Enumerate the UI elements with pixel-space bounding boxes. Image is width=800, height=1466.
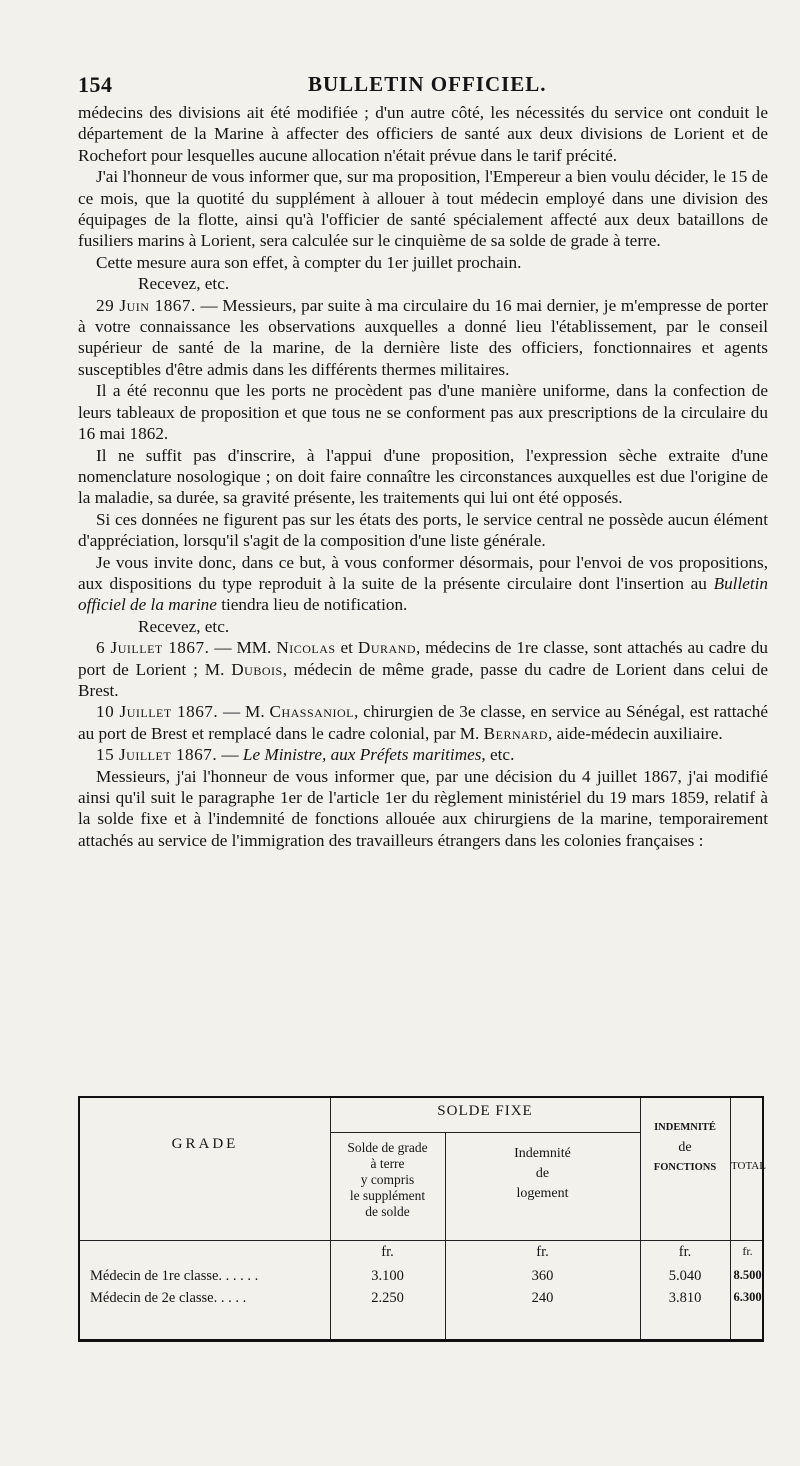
paragraph-text: — MM. (209, 638, 277, 658)
cell-solde: 3.100 (371, 1268, 404, 1284)
column-header-logement (445, 1144, 640, 1204)
paragraph-text: , aide-médecin auxiliaire. (547, 723, 723, 743)
paragraph (78, 380, 768, 444)
cell-fonctions: 5.040 (668, 1268, 702, 1284)
salutation-text: Recevez, etc. (138, 274, 230, 294)
paragraph (78, 637, 768, 701)
column-header-solde-fixe: SOLDE FIXE (437, 1103, 533, 1119)
row-grade: Médecin de 2e classe. . . . . (90, 1290, 247, 1306)
column-header-solde-grade (330, 1140, 445, 1220)
header-line: à terre (370, 1156, 405, 1171)
person-name: Bernard (483, 723, 548, 743)
unit-label: fr. (742, 1244, 753, 1258)
cell-logement: 240 (531, 1290, 554, 1306)
page-header (78, 72, 768, 102)
paragraph (78, 766, 768, 852)
closing-salutation (78, 616, 768, 637)
paragraph-text: , chirurgien de 3e classe, en service au Sénégal, est rattaché au port de Brest et remplacé dans le cadre colonial, par M. (78, 702, 768, 743)
pay-table (78, 1096, 764, 1342)
header-line: INDEMNITÉ (654, 1122, 716, 1133)
paragraph-text: Il ne suffit pas d'inscrire, à l'appui d'une proposition, l'expression sèche extraite d'une nomenclature nosologique ; on doit faire connaître les circonstances auxquelles est due l'origine de la maladie, sa durée, sa gravité présente, les traitements qui lui ont été opposés. (78, 445, 768, 508)
paragraph-text: etc. (485, 745, 515, 765)
column-header-grade: GRADE (171, 1136, 239, 1152)
header-line: Solde de grade (347, 1140, 428, 1155)
addressee: Le Ministre, aux Préfets maritimes, (242, 745, 486, 765)
paragraph-text: et (335, 638, 358, 658)
header-line: de solde (365, 1204, 410, 1219)
paragraph (78, 509, 768, 552)
paragraph (78, 552, 768, 616)
paragraph-text: Cette mesure aura son effet, à compter du 1er juillet prochain. (96, 252, 522, 272)
header-line: Indemnité (514, 1146, 571, 1161)
publication-title: Bulletin officiel de la marine (78, 573, 768, 615)
paragraph-text: médecins des divisions ait été modifiée ; d'un autre côté, les nécessités du service ont conduit le département de la Marine à affecter des officiers de santé aux deux divisions de Lorient et de Rochefort pour lesquelles aucune allocation n'était prévue dans le tarif précité. (78, 103, 768, 165)
paragraph (78, 445, 768, 509)
person-name: Durand (357, 638, 417, 658)
paragraph-text: , médecin de même grade, passe du cadre de Lorient dans celui de Brest. (78, 659, 768, 700)
paragraph-text: , médecins de 1re classe, sont attachés au cadre du port de Lorient ; M. (78, 638, 769, 679)
paragraph (78, 102, 768, 166)
paragraph-text: Il a été reconnu que les ports ne procèdent pas d'une manière uniforme, dans la confection de leurs tableaux de proposition et que tous ne se conforment pas aux prescriptions de la circulaire du 16 mai 1862. (78, 381, 768, 444)
paragraph-text: — M. (218, 702, 270, 722)
column-header-indemnite (640, 1118, 730, 1178)
running-title: BULLETIN OFFICIEL. (308, 72, 547, 96)
paragraph-text: — Messieurs, par suite à ma circulaire du 16 mai dernier, je m'empresse de porter à votre connaissance les observations auxquelles a donné lieu l'établissement, par le conseil supérieur de santé de la marine, de la dernière liste des officiers, fonctionnaires et agents susceptibles d'être admis dans les différents thermes militaires. (78, 295, 768, 379)
unit-label: fr. (678, 1244, 692, 1260)
entry-date: 10 Juillet 1867. (96, 702, 219, 722)
column-header-total: TOTAL (731, 1160, 766, 1172)
cell-total: 8.500 (733, 1268, 762, 1282)
paragraph (78, 701, 768, 744)
paragraph-text: Si ces données ne figurent pas sur les états des ports, le service central ne possède aucun élément d'appréciation, lorsqu'il s'agit de la composition d'une liste générale. (78, 509, 768, 551)
entry-date: 15 Juillet 1867. (96, 745, 218, 765)
cell-total: 6.300 (733, 1290, 762, 1304)
entry-date: 6 Juillet 1867. (96, 638, 210, 658)
person-name: Chassaniol (269, 702, 354, 722)
paragraph-text: tiendra lieu de notification. (216, 595, 408, 615)
header-line: de (535, 1166, 550, 1181)
paragraph (78, 252, 768, 273)
cell-solde: 2.250 (371, 1290, 404, 1306)
paragraph-text: Je vous invite donc, dans ce but, à vous conformer désormais, pour l'envoi de vos propositions, aux dispositions du type reproduit à la suite de la présente circulaire dont l'insertion au (78, 552, 768, 593)
paragraph (78, 295, 768, 381)
paragraph (78, 744, 768, 765)
row-grade: Médecin de 1re classe. . . . . . (90, 1268, 259, 1284)
header-line: FONCTIONS (653, 1162, 717, 1173)
paragraph-text: Messieurs, j'ai l'honneur de vous informer que, par une décision du 4 juillet 1867, j'ai modifié ainsi qu'il suit le paragraphe 1er de l'article 1er du règlement ministériel du 19 mars 1859, relatif à la solde fixe et à l'indemnité de fonctions allouée aux chirurgiens de la marine, temporairement attachés au service de l'immigration des travailleurs étrangers dans les colonies françaises : (78, 766, 768, 850)
closing-salutation (78, 273, 768, 294)
header-line: le supplément (349, 1188, 426, 1203)
header-line: de (678, 1140, 692, 1155)
cell-logement: 360 (531, 1268, 554, 1284)
header-line: y compris (360, 1172, 415, 1187)
person-name: Nicolas (276, 638, 336, 658)
header-rule (80, 1240, 762, 1241)
paragraph-text: — (217, 745, 243, 765)
cell-fonctions: 3.810 (668, 1290, 702, 1306)
person-name: Dubois (231, 659, 283, 679)
unit-label: fr. (381, 1244, 394, 1260)
unit-label: fr. (536, 1244, 549, 1260)
paragraph-text: J'ai l'honneur de vous informer que, sur ma proposition, l'Empereur a bien voulu décider, le 15 de ce mois, que la quotité du supplément à allouer à tout médecin employé dans une division des équipages de la flotte, ainsi qu'à l'officier de santé spécialement affecté aux deux bataillons de fusiliers marins à Lorient, sera calculée sur le cinquième de sa solde de grade à terre. (78, 167, 768, 251)
page-number: 154 (78, 72, 113, 97)
salutation-text: Recevez, etc. (138, 616, 230, 636)
paragraph (78, 166, 768, 252)
header-line: logement (516, 1186, 569, 1201)
body-text (78, 102, 768, 851)
header-rule (330, 1132, 640, 1133)
entry-date: 29 Juin 1867. (96, 295, 196, 315)
